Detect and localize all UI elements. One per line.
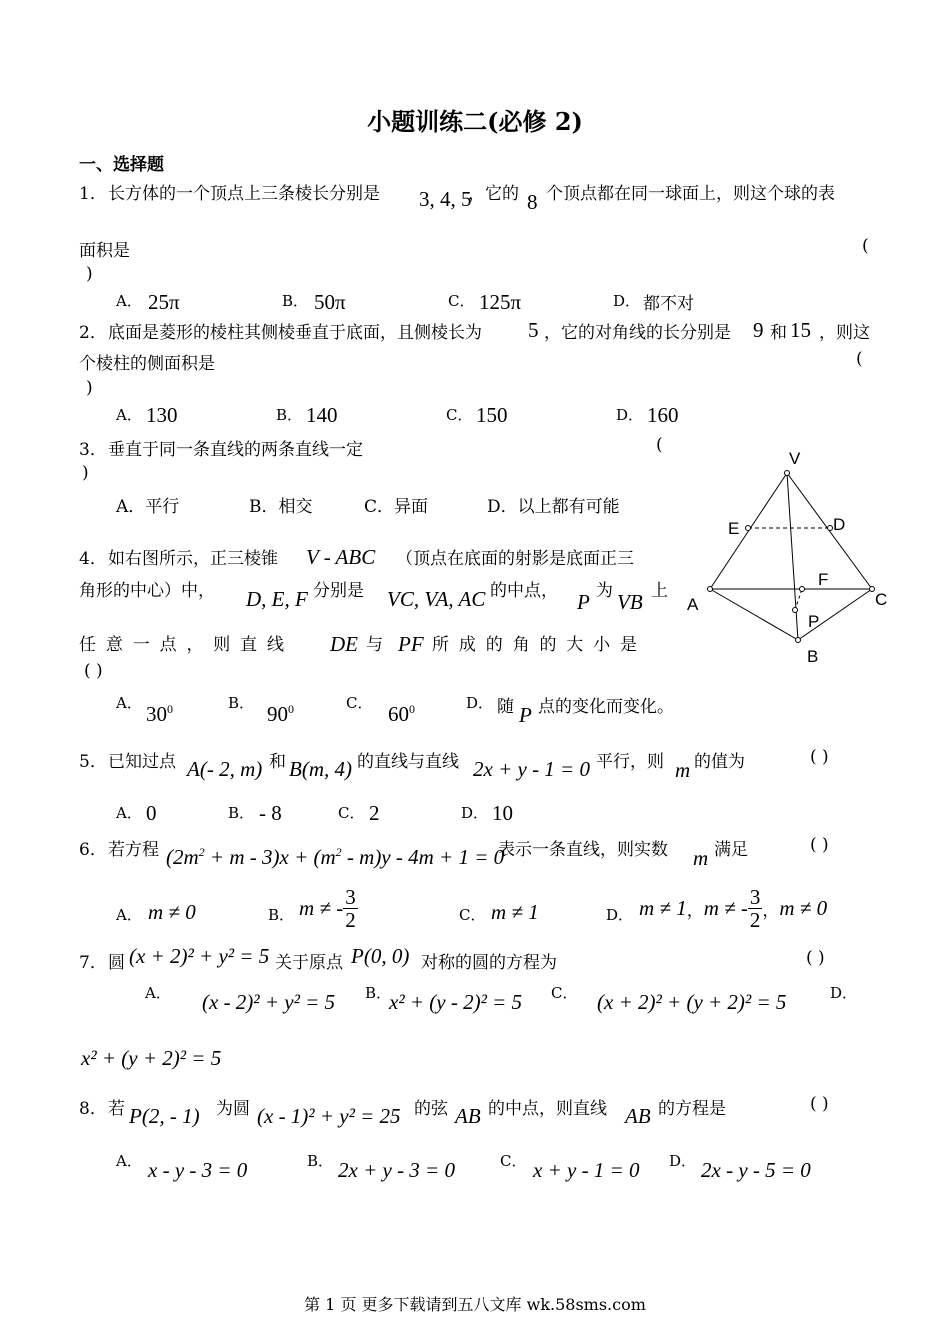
q8-text: 的弦 [414, 1099, 448, 1119]
q5-option-a: 0 [146, 801, 157, 825]
q8-math: (x - 1)² + y² = 25 [257, 1104, 401, 1128]
q4-math: VC, VA, AC [387, 587, 486, 611]
q5-math: m [675, 758, 691, 782]
q7-math: (x + 2)² + y² = 5 [129, 944, 270, 968]
option-label: D． [487, 497, 518, 517]
q2-option-b: 140 [306, 403, 338, 427]
page-title: 小题训练二(必修 2) [367, 107, 583, 136]
q2-math: 15 [790, 318, 811, 342]
q4-option-b-label: B． [228, 694, 255, 712]
label-C: C [875, 590, 888, 609]
option-value: 平行 [145, 497, 180, 517]
q5-text: 已知过点 [108, 752, 176, 772]
q4-text: 为 [596, 581, 613, 601]
q1-text: 长方体的一个顶点上三条棱长分别是 [108, 184, 380, 204]
q4-math: PF [398, 632, 424, 656]
q3-option-d [487, 492, 620, 517]
point-E [746, 526, 751, 531]
separator: ， [762, 901, 780, 921]
eq-sup: 2 [335, 845, 342, 859]
point-F [800, 587, 805, 592]
q2-option-c-label: C． [446, 406, 473, 424]
q2-option-d-label: D． [616, 406, 644, 424]
q6-option-a: m ≠ 0 [148, 900, 196, 924]
answer-paren: ( ) [810, 747, 829, 767]
q8-option-b: 2x + y - 3 = 0 [338, 1158, 455, 1182]
label-A: A [687, 595, 699, 614]
option-value: 90 [267, 702, 288, 726]
q7-option-a-label: A． [145, 984, 171, 1002]
q4-text: 的中点， [490, 581, 558, 601]
option-label: C． [364, 497, 395, 517]
q2-text: 和 [770, 323, 787, 343]
q2-text: ，则这 [819, 323, 870, 343]
q5-math: A(- 2, m) [187, 757, 263, 781]
q1-option-c: 125π [479, 290, 522, 314]
q4-text: 所成的角的大小是 [432, 635, 647, 655]
eq-part: (2m [166, 845, 199, 869]
option-value: m ≠ - [703, 896, 748, 921]
q7-text: 圆 [108, 953, 125, 973]
q6-option-b [299, 886, 358, 931]
q8-option-a-label: A． [116, 1152, 142, 1170]
answer-paren-close: ) [82, 463, 89, 483]
q7-text: 关于原点 [275, 953, 343, 973]
q6-option-c-label: C． [459, 906, 486, 924]
q1-option-c-label: C． [448, 292, 475, 310]
q7-option-c-label: C． [551, 984, 578, 1002]
q3-option-a [116, 492, 179, 517]
q3-option-b [249, 492, 313, 517]
point-D [828, 526, 833, 531]
q4-option-a-label: A． [116, 694, 142, 712]
q5-option-a-label: A． [116, 804, 142, 822]
point-P [793, 608, 798, 613]
q7-option-b: x² + (y - 2)² = 5 [389, 990, 523, 1014]
q5-option-c: 2 [369, 801, 380, 825]
answer-paren-close: ) [86, 264, 93, 284]
degree-sup: 0 [167, 702, 173, 716]
degree-sup: 0 [409, 702, 415, 716]
answer-paren: ( ) [810, 1094, 829, 1114]
section-heading: 一、选择题 [79, 155, 164, 175]
q4-option-c-label: C． [346, 694, 373, 712]
answer-paren: ( ) [806, 948, 825, 968]
q1-text: 面积是 [79, 241, 130, 261]
fraction-denominator: 2 [345, 908, 356, 933]
q7-option-b-label: B． [365, 984, 392, 1002]
q4-option-d-math: P [519, 703, 532, 727]
q4-math: P [577, 590, 590, 614]
option-value: m ≠ 0 [779, 896, 828, 921]
q8-option-a: x - y - 3 = 0 [148, 1158, 248, 1182]
edge-AB [710, 589, 798, 640]
q3-option-c [364, 492, 428, 517]
label-E: E [728, 519, 740, 538]
q7-option-a: (x - 2)² + y² = 5 [202, 990, 336, 1014]
q8-option-c-label: C． [500, 1152, 527, 1170]
page-footer: 第 1 页 更多下载请到五八文库 wk.58sms.com [304, 1295, 646, 1314]
answer-paren: ( ) [810, 835, 829, 855]
eq-part: - m)y - 4m + 1 = 0 [341, 845, 505, 869]
q6-text: 若方程 [108, 840, 159, 860]
point-A [708, 587, 713, 592]
q6-option-b-label: B． [268, 906, 295, 924]
q8-number: 8． [79, 1099, 107, 1119]
q6-option-c: m ≠ 1 [491, 900, 539, 924]
q4-text: 分别是 [313, 581, 364, 601]
answer-paren-open: ( [856, 349, 863, 369]
q6-number: 6． [79, 840, 107, 860]
q4-text: （顶点在底面的射影是底面正三 [396, 549, 634, 569]
option-value: m ≠ 1 [639, 896, 687, 921]
q4-option-a [146, 702, 173, 727]
q5-text: 平行，则 [596, 752, 664, 772]
option-value: 相交 [278, 497, 313, 517]
q2-option-a-label: A． [116, 406, 142, 424]
q8-math: AB [625, 1104, 651, 1128]
q8-math: AB [455, 1104, 481, 1128]
q5-math: B(m, 4) [289, 757, 352, 781]
q5-number: 5． [79, 752, 107, 772]
option-value: 60 [388, 702, 409, 726]
label-V: V [789, 449, 801, 468]
q5-option-c-label: C． [338, 804, 365, 822]
q4-option-b [267, 702, 294, 727]
q3-number: 3． [79, 440, 107, 460]
answer-paren-open: ( [656, 435, 663, 455]
q2-option-d: 160 [647, 403, 679, 427]
q5-math: 2x + y - 1 = 0 [473, 757, 590, 781]
label-P: P [808, 612, 820, 631]
edge-VA [710, 473, 787, 589]
q8-option-d-label: D． [669, 1152, 697, 1170]
q1-text: 个顶点都在同一球面上，则这个球的表 [546, 184, 835, 204]
q4-math: VB [617, 590, 643, 614]
q7-text: 对称的圆的方程为 [421, 953, 557, 973]
q1-math-eight: 8 [527, 190, 538, 214]
option-value: 30 [146, 702, 167, 726]
fraction [748, 886, 763, 931]
q6-option-a-label: A． [116, 906, 142, 924]
q6-option-d [639, 886, 827, 931]
q4-math: D, E, F [246, 587, 308, 611]
option-value: 异面 [394, 497, 429, 517]
q2-text: 个棱柱的侧面积是 [79, 354, 215, 374]
q3-text: 垂直于同一条直线的两条直线一定 [108, 440, 363, 460]
q7-option-c: (x + 2)² + (y + 2)² = 5 [597, 990, 787, 1014]
q7-number: 7． [79, 953, 107, 973]
q5-option-b: - 8 [259, 801, 282, 825]
fraction [343, 886, 358, 931]
fraction-numerator: 3 [345, 885, 356, 909]
option-value: 以上都有可能 [517, 497, 620, 517]
separator: ， [686, 901, 704, 921]
fraction-numerator: 3 [749, 885, 761, 909]
q6-math-equation [166, 845, 504, 870]
eq-sup: 2 [198, 845, 205, 859]
label-B: B [807, 647, 819, 666]
q4-option-d-label: D． [466, 694, 494, 712]
q7-option-d-label: D． [830, 984, 858, 1002]
q1-option-d-label: D． [613, 292, 641, 310]
q4-text: 与 [366, 635, 383, 655]
q2-number: 2． [79, 323, 107, 343]
answer-paren: ( ) [84, 661, 103, 681]
q2-text: ，它的对角线的长分别是 [544, 323, 731, 343]
pyramid-figure [680, 440, 900, 670]
answer-paren-open: ( [862, 236, 869, 256]
q2-option-c: 150 [476, 403, 508, 427]
label-D: D [833, 515, 846, 534]
q2-math: 9 [753, 318, 764, 342]
q4-text: 任意一点，则直线 [79, 635, 294, 655]
point-C [870, 587, 875, 592]
q6-text: 表示一条直线，则实数 [498, 840, 668, 860]
q1-option-b-label: B． [282, 292, 309, 310]
q2-math: 5 [528, 318, 539, 342]
answer-paren-close: ) [86, 378, 93, 398]
q1-number: 1． [79, 184, 107, 204]
q1-option-b: 50π [314, 290, 346, 314]
q8-option-b-label: B． [307, 1152, 334, 1170]
q1-option-a: 25π [148, 290, 180, 314]
q4-text: 如右图所示，正三棱锥 [108, 549, 278, 569]
fraction-denominator: 2 [749, 908, 761, 933]
q1-math-edges: 3, 4, 5 [419, 187, 472, 211]
q7-option-d: x² + (y + 2)² = 5 [81, 1046, 222, 1070]
degree-sup: 0 [288, 702, 294, 716]
q5-text: 和 [269, 752, 286, 772]
q8-math: P(2, - 1) [129, 1104, 200, 1128]
q4-math: V - ABC [306, 545, 376, 569]
q5-option-d-label: D． [461, 804, 489, 822]
q1-option-d: 都不对 [643, 294, 694, 314]
label-F: F [818, 570, 829, 589]
point-V [785, 471, 790, 476]
q2-option-a: 130 [146, 403, 178, 427]
q8-text: 的中点，则直线 [488, 1099, 607, 1119]
option-label: A． [116, 497, 146, 517]
q4-option-d: 点的变化而变化。 [538, 697, 674, 717]
q4-math: DE [330, 632, 358, 656]
q5-text: 的直线与直线 [357, 752, 459, 772]
q4-option-d: 随 [497, 697, 514, 717]
q1-option-a-label: A． [116, 292, 142, 310]
q5-option-d: 10 [492, 801, 513, 825]
q4-option-c [388, 702, 415, 727]
q8-option-c: x + y - 1 = 0 [533, 1158, 640, 1182]
q8-text: 若 [108, 1099, 125, 1119]
q8-text: 为圆 [216, 1099, 250, 1119]
edge-VC [787, 473, 872, 589]
q6-option-d-label: D． [606, 906, 634, 924]
q4-text: 角形的中心）中， [79, 581, 215, 601]
q5-option-b-label: B． [228, 804, 255, 822]
q5-text: 的值为 [694, 752, 745, 772]
q2-option-b-label: B． [276, 406, 303, 424]
q4-text: 上 [651, 581, 668, 601]
q8-text: 的方程是 [658, 1099, 726, 1119]
q1-text: ，它的 [468, 184, 519, 204]
q8-option-d: 2x - y - 5 = 0 [701, 1158, 811, 1182]
q6-text: 满足 [714, 840, 748, 860]
option-value: m ≠ - [299, 896, 344, 921]
q2-text: 底面是菱形的棱柱其侧棱垂直于底面，且侧棱长为 [108, 323, 482, 343]
edge-VB [787, 473, 798, 640]
q7-math: P(0, 0) [351, 944, 410, 968]
q4-number: 4． [79, 549, 107, 569]
point-B [796, 638, 801, 643]
q6-math: m [693, 846, 709, 870]
eq-part: + m - 3)x + (m [204, 845, 336, 869]
option-label: B． [249, 497, 279, 517]
